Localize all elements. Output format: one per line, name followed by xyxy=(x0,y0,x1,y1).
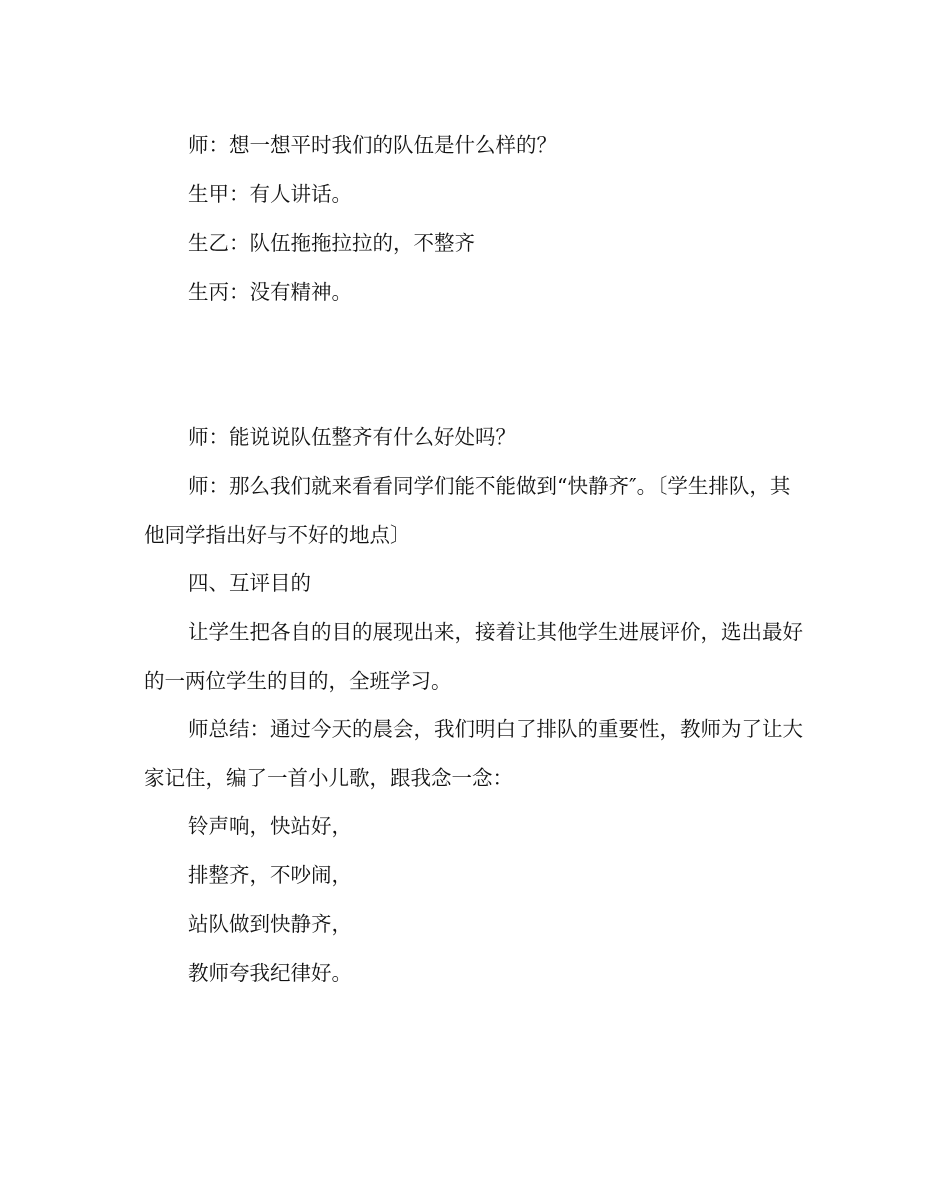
poem-line-2: 排整齐，不吵闹， xyxy=(188,863,352,887)
paragraph-student-b: 生乙：队伍拖拖拉拉的，不整齐 xyxy=(188,231,475,255)
poem-line-3: 站队做到快静齐， xyxy=(188,912,352,936)
poem-line-1: 铃声响，快站好， xyxy=(188,814,352,838)
paragraph-teacher-lineup: 师：那么我们就来看看同学们能不能做到“快静齐″。〔学生排队，其他同学指出好与不好的地点〕 xyxy=(144,474,791,547)
poem-line-4: 教师夸我纪律好。 xyxy=(188,961,352,985)
paragraph-student-c: 生丙：没有精神。 xyxy=(188,280,352,304)
section-heading-mutual-evaluation: 四、互评目的 xyxy=(188,571,311,595)
paragraph-evaluation-instructions: 让学生把各自的目的展现出来，接着让其他学生进展评价，选出最好的一两位学生的目的，全班学习。 xyxy=(144,620,803,693)
paragraph-student-a: 生甲：有人讲话。 xyxy=(188,182,352,206)
paragraph-teacher-question-1: 师：想一想平时我们的队伍是什么样的？ xyxy=(188,133,557,157)
paragraph-teacher-question-2: 师：能说说队伍整齐有什么好处吗？ xyxy=(188,425,516,449)
paragraph-teacher-summary: 师总结：通过今天的晨会，我们明白了排队的重要性，教师为了让大家记住，编了一首小儿歌，跟我念一念： xyxy=(144,717,803,790)
